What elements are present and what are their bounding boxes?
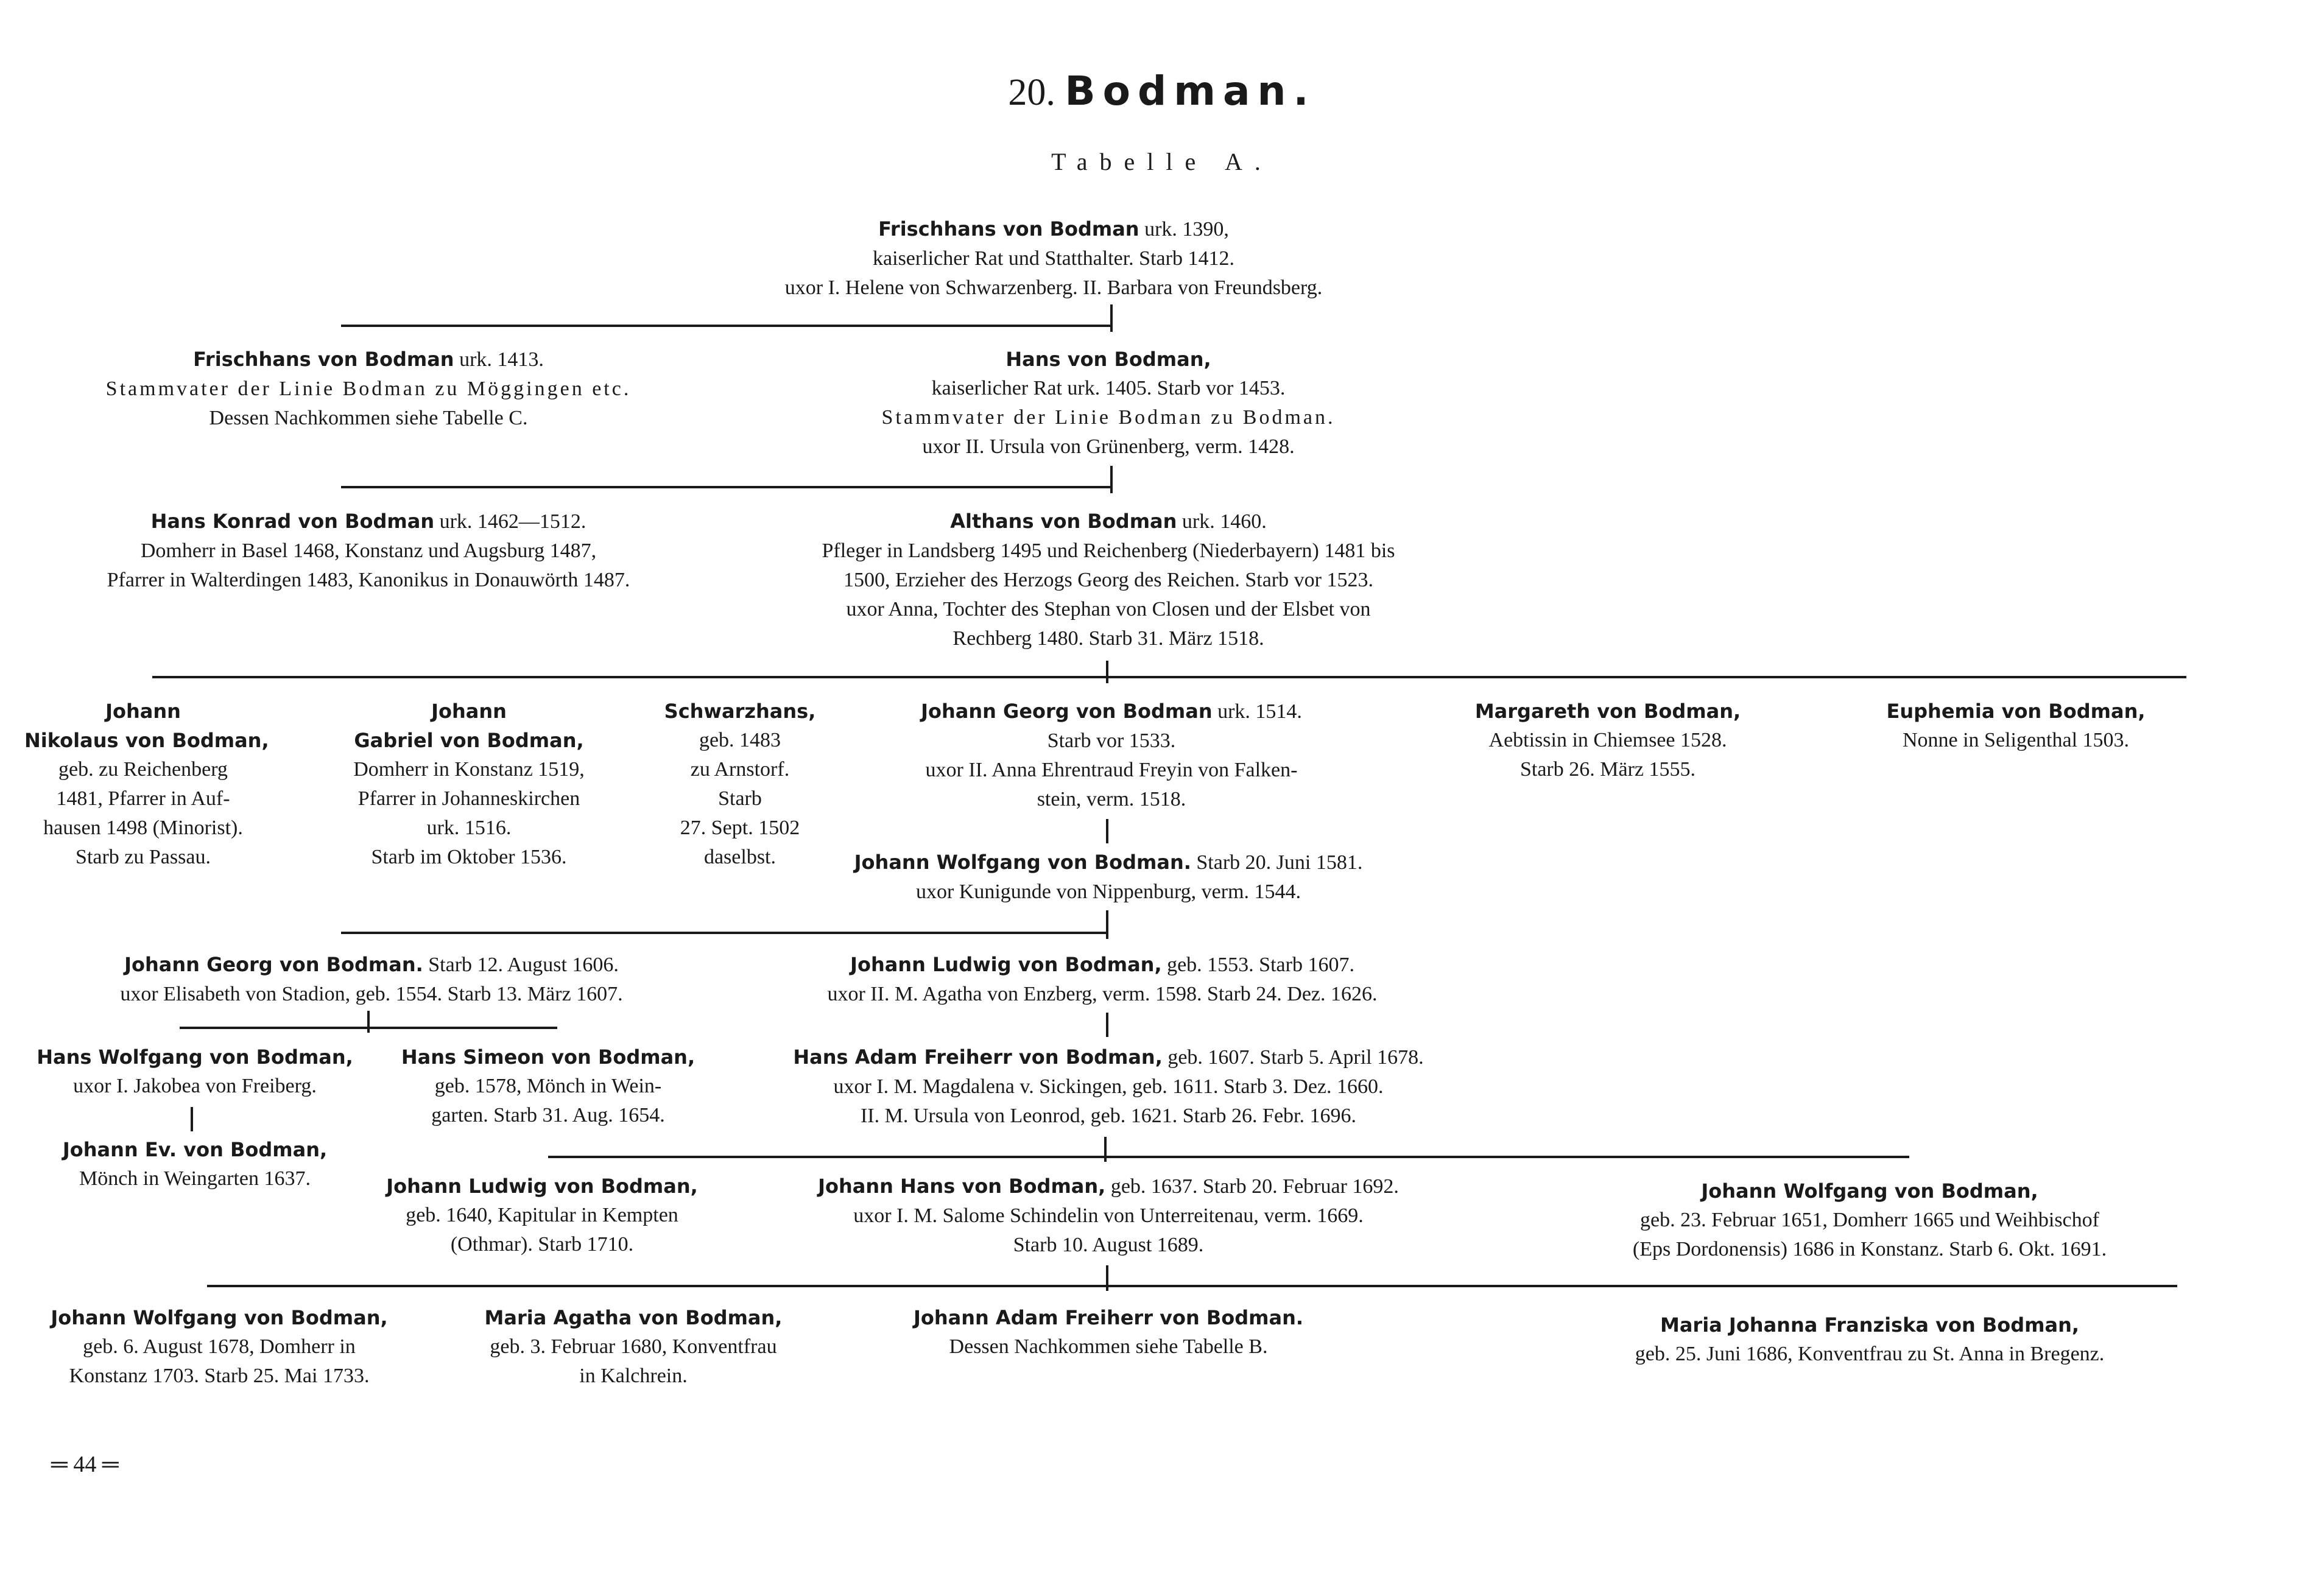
person-johann-wolfgang-1651: Johann Wolfgang von Bodman, geb. 23. Februar 1651, Domherr 1665 und Weihbischof (Eps Dordonensis) 1686 in Konstanz. Starb 6. Okt. 1691. (1559, 1176, 2180, 1264)
person-name: Johann Wolfgang von Bodman, (1701, 1179, 2038, 1203)
person-name: Hans Adam Freiherr von Bodman, (793, 1046, 1163, 1069)
person-johann-ludwig-1640: Johann Ludwig von Bodman, geb. 1640, Kapitular in Kempten (Othmar). Starb 1710. (353, 1172, 731, 1259)
person-maria-johanna-franziska: Maria Johanna Franziska von Bodman, geb. 25. Juni 1686, Konventfrau zu St. Anna in Bregenz. (1559, 1310, 2180, 1369)
person-name: Maria Agatha von Bodman, (484, 1306, 783, 1329)
person-hans-adam: Hans Adam Freiherr von Bodman, geb. 1607. Starb 5. April 1678. uxor I. M. Magdalena v. Sickingen, geb. 1611. Starb 3. Dez. 1660. II. M. Ursula von Leonrod, geb. 1621. Starb 26. Febr. 1696. (793, 1046, 1424, 1127)
person-name: Hans Wolfgang von Bodman, (37, 1046, 353, 1069)
person-name: Althans von Bodman (950, 510, 1177, 533)
person-euphemia: Euphemia von Bodman, Nonne in Seligenthal 1503. (1857, 697, 2174, 755)
table-number: 20. (1008, 72, 1055, 113)
person-frischhans-1413: Frischhans von Bodman urk. 1413. Stammvater der Linie Bodman zu Möggingen etc. Dessen Nachkommen siehe Tabelle C. (105, 348, 632, 429)
person-johann-georg-1606: Johann Georg von Bodman. Starb 12. August 1606. uxor Elisabeth von Stadion, geb. 1554. Starb 13. März 1607. (120, 953, 623, 1005)
person-name: Johann Wolfgang von Bodman. (854, 851, 1191, 874)
person-name: Johann (431, 700, 507, 723)
person-hans-simeon: Hans Simeon von Bodman, geb. 1578, Mönch in Wein- garten. Starb 31. Aug. 1654. (378, 1042, 719, 1130)
person-name: Johann Ev. von Bodman, (62, 1138, 328, 1161)
person-name: Margareth von Bodman, (1474, 700, 1741, 723)
page-number: ═ 44 ═ (51, 1452, 119, 1477)
person-name: Johann Georg von Bodman. (124, 953, 423, 976)
person-johann-hans: Johann Hans von Bodman, geb. 1637. Starb 20. Februar 1692. uxor I. M. Salome Schindelin von Unterreitenau, verm. 1669. Starb 10. August 1689. (818, 1175, 1399, 1256)
person-name: Johann Hans von Bodman, (818, 1175, 1106, 1198)
person-name: Johann Adam Freiherr von Bodman. (913, 1306, 1304, 1329)
person-name: Schwarzhans, (664, 700, 816, 723)
person-johann-nikolaus: Johann Nikolaus von Bodman, geb. zu Reichenberg 1481, Pfarrer in Auf- hausen 1498 (Minorist). Starb zu Passau. (24, 697, 262, 872)
person-name: Hans Simeon von Bodman, (401, 1046, 695, 1069)
person-name: Johann Ludwig von Bodman, (850, 953, 1162, 976)
person-name: Johann Ludwig von Bodman, (386, 1175, 698, 1198)
person-johann-wolfgang-1581: Johann Wolfgang von Bodman. Starb 20. Juni 1581. uxor Kunigunde von Nippenburg, verm. 1544. (854, 851, 1363, 903)
person-johann-georg-1514: Johann Georg von Bodman urk. 1514. Starb vor 1533. uxor II. Anna Ehrentraud Freyin von Falken- stein, verm. 1518. (921, 700, 1302, 810)
table-subtitle: Tabelle A. (1051, 148, 1273, 175)
person-hans-von-bodman: Hans von Bodman, kaiserlicher Rat urk. 1405. Starb vor 1453. Stammvater der Linie Bodman zu Bodman. uxor II. Ursula von Grünenberg, verm. 1428. (767, 345, 1449, 462)
person-schwarzhans: Schwarzhans, geb. 1483 zu Arnstorf. Starb 27. Sept. 1502 daselbst. (646, 697, 834, 872)
person-name: Frischhans von Bodman (193, 348, 454, 371)
person-johann-ev: Johann Ev. von Bodman, Mönch in Weingarten 1637. (24, 1135, 365, 1193)
person-margareth: Margareth von Bodman, Aebtissin in Chiemsee 1528. Starb 26. März 1555. (1437, 697, 1778, 784)
person-name: Johann (105, 700, 181, 723)
person-name: Johann Wolfgang von Bodman, (51, 1306, 388, 1329)
person-johann-wolfgang-1678: Johann Wolfgang von Bodman, geb. 6. August 1678, Domherr in Konstanz 1703. Starb 25. Mai 1733. (24, 1303, 414, 1391)
person-name: Johann Georg von Bodman (921, 700, 1213, 723)
person-name: Euphemia von Bodman, (1886, 700, 2146, 723)
family-name: Bodman. (1065, 68, 1316, 114)
person-johann-ludwig-1553: Johann Ludwig von Bodman, geb. 1553. Starb 1607. uxor II. M. Agatha von Enzberg, verm. 1598. Starb 24. Dez. 1626. (827, 953, 1378, 1005)
person-name: Hans Konrad von Bodman (150, 510, 435, 533)
person-johann-adam: Johann Adam Freiherr von Bodman. Dessen Nachkommen siehe Tabelle B. (853, 1303, 1364, 1362)
person-frischhans-1390: Frischhans von Bodman urk. 1390, kaiserlicher Rat und Statthalter. Starb 1412. uxor I. Helene von Schwarzenberg. II. Barbara von Freundsberg. (784, 217, 1323, 299)
person-name: Hans von Bodman, (1005, 348, 1211, 371)
person-johann-gabriel: Johann Gabriel von Bodman, Domherr in Konstanz 1519, Pfarrer in Johanneskirchen urk. 1516. Starb im Oktober 1536. (317, 697, 621, 872)
person-hans-wolfgang: Hans Wolfgang von Bodman, uxor I. Jakobea von Freiberg. (24, 1042, 365, 1101)
person-hans-konrad: Hans Konrad von Bodman urk. 1462—1512. Domherr in Basel 1468, Konstanz und Augsburg 1487, Pfarrer in Walterdingen 1483, Kanonikus in Donauwörth 1487. (107, 510, 630, 591)
person-althans: Althans von Bodman urk. 1460. Pfleger in Landsberg 1495 und Reichenberg (Niederbayern) 1481 bis 1500, Erzieher des Herzogs Georg des Reichen. Starb vor 1523. uxor Anna, Tochter des Stephan von Closen und der Elsbet von Rechberg 1480. Starb 31. März 1518. (822, 510, 1395, 650)
person-name: Frischhans von Bodman (878, 217, 1139, 241)
person-maria-agatha: Maria Agatha von Bodman, geb. 3. Februar 1680, Konventfrau in Kalchrein. (438, 1303, 828, 1391)
person-name: Maria Johanna Franziska von Bodman, (1660, 1313, 2080, 1337)
